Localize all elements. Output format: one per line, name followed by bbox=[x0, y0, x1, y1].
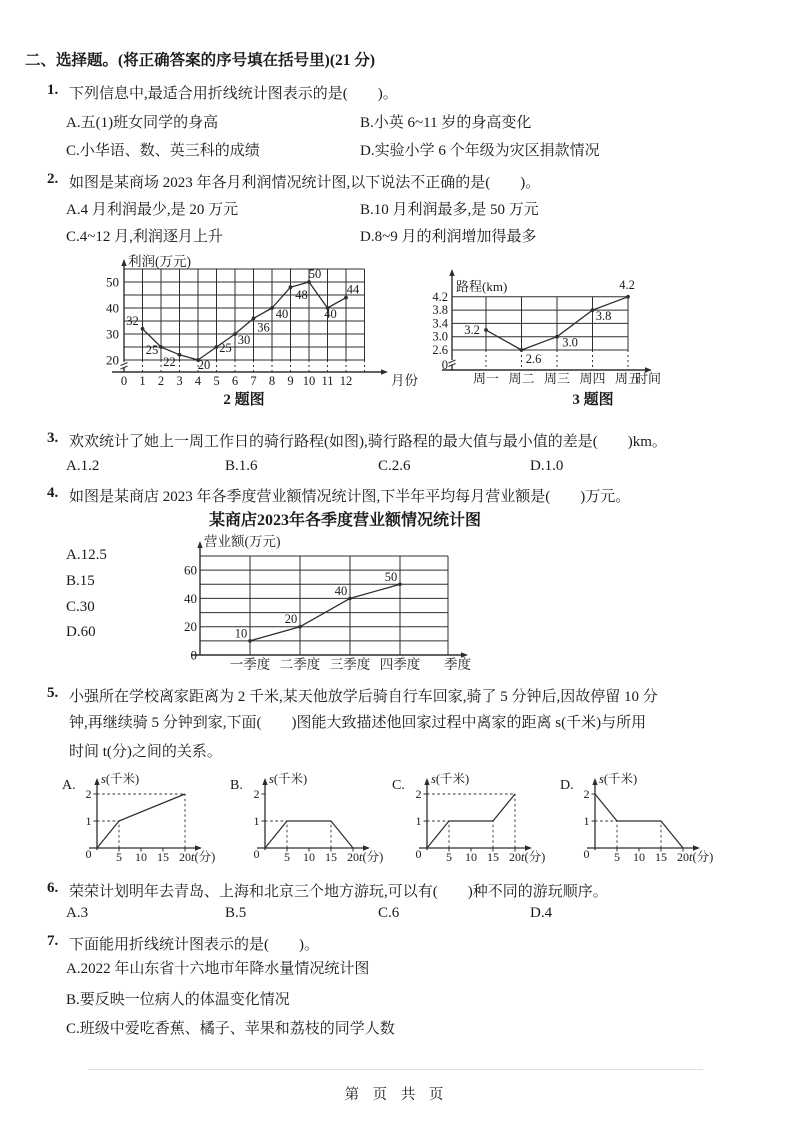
svg-text:12: 12 bbox=[339, 374, 353, 388]
question-7-number: 7. bbox=[47, 933, 59, 949]
svg-text:二季度: 二季度 bbox=[279, 657, 321, 672]
svg-text:5: 5 bbox=[116, 850, 122, 864]
svg-text:8: 8 bbox=[268, 374, 276, 388]
q3-option-a: A.1.2 bbox=[66, 458, 100, 474]
svg-text:40: 40 bbox=[106, 300, 119, 316]
q3-option-d: D.1.0 bbox=[530, 458, 564, 474]
q1-option-c: C.小华语、数、英三科的成绩 bbox=[66, 143, 260, 159]
svg-text:50: 50 bbox=[308, 267, 322, 281]
svg-text:3: 3 bbox=[176, 374, 183, 388]
svg-text:60: 60 bbox=[184, 562, 197, 578]
q5-option-c-chart bbox=[390, 770, 568, 870]
svg-text:t(分): t(分) bbox=[521, 850, 546, 864]
svg-text:40: 40 bbox=[184, 590, 197, 606]
svg-text:7: 7 bbox=[250, 374, 257, 388]
question-2-number: 2. bbox=[47, 171, 59, 187]
svg-text:1: 1 bbox=[415, 814, 422, 828]
svg-text:周二: 周二 bbox=[508, 371, 535, 386]
svg-text:月份: 月份 bbox=[391, 373, 418, 388]
svg-text:1: 1 bbox=[85, 814, 92, 828]
svg-text:5: 5 bbox=[614, 850, 620, 864]
svg-text:40: 40 bbox=[334, 583, 348, 598]
q6-option-c: C.6 bbox=[378, 905, 400, 921]
q6-option-a: A.3 bbox=[66, 905, 89, 921]
svg-text:周五: 周五 bbox=[614, 371, 642, 386]
q3-option-c: C.2.6 bbox=[378, 458, 411, 474]
svg-text:一季度: 一季度 bbox=[229, 657, 271, 672]
question-1-text: 下列信息中,最适合用折线统计图表示的是( )。 bbox=[69, 86, 398, 102]
svg-text:2: 2 bbox=[253, 787, 260, 801]
svg-text:3.8: 3.8 bbox=[595, 309, 612, 324]
svg-text:20: 20 bbox=[284, 612, 298, 627]
question-7-text: 下面能用折线统计图表示的是( )。 bbox=[69, 937, 319, 953]
page-footer: 第 页 共 页 bbox=[344, 1087, 449, 1103]
svg-text:C.: C. bbox=[392, 778, 405, 793]
question-1-number: 1. bbox=[47, 82, 59, 98]
svg-text:50: 50 bbox=[106, 274, 119, 290]
question-6-number: 6. bbox=[47, 880, 59, 896]
svg-text:0: 0 bbox=[415, 847, 422, 861]
q1-option-d: D.实验小学 6 个年级为灾区捐款情况 bbox=[360, 143, 600, 159]
footer-divider bbox=[88, 1069, 703, 1070]
svg-text:0: 0 bbox=[190, 647, 197, 663]
svg-text:15: 15 bbox=[487, 850, 499, 864]
q2-option-c: C.4~12 月,利润逐月上升 bbox=[66, 229, 223, 245]
q7-option-a: A.2022 年山东省十六地市年降水量情况统计图 bbox=[66, 961, 370, 977]
svg-text:0: 0 bbox=[120, 374, 128, 388]
svg-text:2: 2 bbox=[415, 787, 422, 801]
svg-text:5: 5 bbox=[213, 374, 220, 388]
q6-option-d: D.4 bbox=[530, 905, 553, 921]
svg-text:40: 40 bbox=[324, 307, 337, 321]
q4-option-c: C.30 bbox=[66, 599, 95, 615]
svg-text:5: 5 bbox=[284, 850, 290, 864]
svg-text:4.2: 4.2 bbox=[619, 277, 635, 292]
svg-text:10: 10 bbox=[303, 850, 315, 864]
svg-text:30: 30 bbox=[106, 326, 119, 342]
question-3-number: 3. bbox=[47, 430, 59, 446]
question-5-number: 5. bbox=[47, 685, 59, 701]
q6-option-b: B.5 bbox=[225, 905, 247, 921]
q2-option-a: A.4 月利润最少,是 20 万元 bbox=[66, 202, 239, 218]
svg-text:周三: 周三 bbox=[543, 371, 571, 386]
svg-text:季度: 季度 bbox=[444, 657, 471, 672]
svg-text:25: 25 bbox=[145, 343, 159, 357]
q1-option-a: A.五(1)班女同学的身高 bbox=[66, 115, 219, 131]
svg-text:15: 15 bbox=[157, 850, 169, 864]
question-4-text: 如图是某商店 2023 年各季度营业额情况统计图,下半年平均每月营业额是( )万元。 bbox=[69, 489, 631, 505]
question-3-text: 欢欢统计了她上一周工作日的骑行路程(如图),骑行路程的最大值与最小值的差是( )km。 bbox=[69, 434, 667, 450]
svg-text:15: 15 bbox=[325, 850, 337, 864]
svg-text:10: 10 bbox=[465, 850, 477, 864]
svg-text:50: 50 bbox=[384, 569, 398, 584]
svg-text:4: 4 bbox=[194, 374, 202, 388]
svg-text:s(千米): s(千米) bbox=[599, 772, 638, 786]
svg-text:3.2: 3.2 bbox=[464, 323, 480, 338]
svg-text:20: 20 bbox=[106, 352, 119, 368]
svg-text:0: 0 bbox=[85, 847, 92, 861]
q2-option-d: D.8~9 月的利润增加得最多 bbox=[360, 229, 537, 245]
svg-text:20: 20 bbox=[677, 850, 689, 864]
weekly-riding-line-chart bbox=[420, 255, 765, 395]
svg-text:5: 5 bbox=[446, 850, 452, 864]
question-5-line-1: 小强所在学校离家距离为 2 千米,某天他放学后骑自行车回家,骑了 5 分钟后,因故停留 10 分 bbox=[69, 689, 658, 705]
svg-text:3.0: 3.0 bbox=[562, 335, 578, 350]
svg-text:6: 6 bbox=[231, 374, 239, 388]
svg-text:22: 22 bbox=[163, 354, 176, 369]
question-6-text: 荣荣计划明年去青岛、上海和北京三个地方游玩,可以有( )种不同的游玩顺序。 bbox=[69, 884, 608, 900]
svg-text:3.4: 3.4 bbox=[432, 316, 448, 331]
svg-text:9: 9 bbox=[287, 374, 294, 388]
q3-option-b: B.1.6 bbox=[225, 458, 258, 474]
svg-text:20: 20 bbox=[347, 850, 359, 864]
svg-text:3.0: 3.0 bbox=[432, 329, 448, 344]
svg-text:s(千米): s(千米) bbox=[269, 772, 308, 786]
svg-text:30: 30 bbox=[237, 333, 251, 347]
svg-text:D.: D. bbox=[560, 778, 574, 793]
svg-text:48: 48 bbox=[295, 288, 308, 303]
svg-text:2: 2 bbox=[157, 374, 165, 388]
chart2-caption: 2 题图 bbox=[223, 392, 265, 408]
svg-text:0: 0 bbox=[441, 358, 448, 372]
svg-text:0: 0 bbox=[583, 847, 590, 861]
svg-text:三季度: 三季度 bbox=[329, 657, 371, 672]
svg-text:t(分): t(分) bbox=[359, 850, 384, 864]
svg-text:周一: 周一 bbox=[472, 371, 500, 386]
svg-text:3.8: 3.8 bbox=[432, 303, 448, 318]
section-title: 二、选择题。(将正确答案的序号填在括号里)(21 分) bbox=[25, 52, 376, 69]
data-line bbox=[265, 821, 353, 848]
svg-text:32: 32 bbox=[126, 313, 139, 328]
q4-option-b: B.15 bbox=[66, 573, 95, 589]
q7-option-b: B.要反映一位病人的体温变化情况 bbox=[66, 992, 290, 1008]
svg-text:15: 15 bbox=[655, 850, 667, 864]
svg-text:20: 20 bbox=[197, 358, 211, 372]
svg-text:10: 10 bbox=[633, 850, 645, 864]
q5-option-d-chart bbox=[558, 770, 736, 870]
svg-text:0: 0 bbox=[253, 847, 260, 861]
svg-text:B.: B. bbox=[230, 778, 243, 793]
svg-text:40: 40 bbox=[275, 307, 289, 321]
svg-text:4.2: 4.2 bbox=[432, 289, 448, 304]
svg-text:周四: 周四 bbox=[579, 371, 606, 386]
data-line bbox=[97, 794, 185, 848]
q4-option-d: D.60 bbox=[66, 624, 96, 640]
q5-option-b-chart bbox=[228, 770, 406, 870]
svg-text:2: 2 bbox=[85, 787, 92, 801]
svg-text:20: 20 bbox=[179, 850, 191, 864]
svg-text:20: 20 bbox=[184, 619, 197, 635]
svg-text:1: 1 bbox=[253, 814, 260, 828]
q4-option-a: A.12.5 bbox=[66, 547, 107, 563]
svg-text:s(千米): s(千米) bbox=[101, 772, 140, 786]
svg-text:10: 10 bbox=[135, 850, 147, 864]
q2-option-b: B.10 月利润最多,是 50 万元 bbox=[360, 202, 539, 218]
svg-text:时间: 时间 bbox=[635, 371, 662, 386]
svg-text:44: 44 bbox=[346, 282, 360, 297]
question-5-line-2: 钟,再继续骑 5 分钟到家,下面( )图能大致描述他回家过程中离家的距离 s(千米)与所用 bbox=[69, 715, 647, 731]
svg-text:11: 11 bbox=[321, 374, 334, 388]
svg-text:1: 1 bbox=[139, 374, 146, 388]
q5-option-a-chart bbox=[60, 770, 238, 870]
svg-text:25: 25 bbox=[219, 341, 232, 355]
question-4-number: 4. bbox=[47, 485, 59, 501]
svg-text:36: 36 bbox=[257, 320, 270, 335]
data-line bbox=[595, 794, 683, 848]
svg-text:2: 2 bbox=[583, 787, 590, 801]
svg-text:t(分): t(分) bbox=[689, 850, 714, 864]
svg-text:t(分): t(分) bbox=[191, 850, 216, 864]
revenue-chart-title: 某商店2023年各季度营业额情况统计图 bbox=[208, 512, 481, 529]
question-2-text: 如图是某商场 2023 年各月利润情况统计图,以下说法不正确的是( )。 bbox=[69, 175, 541, 191]
svg-text:10: 10 bbox=[302, 374, 316, 388]
svg-text:四季度: 四季度 bbox=[379, 657, 421, 672]
svg-text:20: 20 bbox=[509, 850, 521, 864]
q1-option-b: B.小英 6~11 岁的身高变化 bbox=[360, 115, 532, 131]
monthly-profit-line-chart bbox=[100, 255, 435, 395]
data-line bbox=[427, 794, 515, 848]
svg-text:s(千米): s(千米) bbox=[431, 772, 470, 786]
svg-text:1: 1 bbox=[583, 814, 590, 828]
svg-text:利润(万元): 利润(万元) bbox=[128, 254, 191, 269]
svg-text:2.6: 2.6 bbox=[432, 343, 448, 357]
svg-text:营业额(万元): 营业额(万元) bbox=[204, 534, 281, 549]
svg-text:路程(km): 路程(km) bbox=[456, 279, 508, 294]
svg-text:A.: A. bbox=[62, 778, 76, 793]
svg-text:2.6: 2.6 bbox=[525, 352, 542, 366]
chart3-caption: 3 题图 bbox=[572, 392, 614, 408]
q7-option-c: C.班级中爱吃香蕉、橘子、苹果和荔枝的同学人数 bbox=[66, 1021, 395, 1037]
svg-text:10: 10 bbox=[234, 626, 248, 641]
question-5-line-3: 时间 t(分)之间的关系。 bbox=[69, 744, 222, 760]
quarterly-revenue-line-chart bbox=[184, 533, 500, 678]
